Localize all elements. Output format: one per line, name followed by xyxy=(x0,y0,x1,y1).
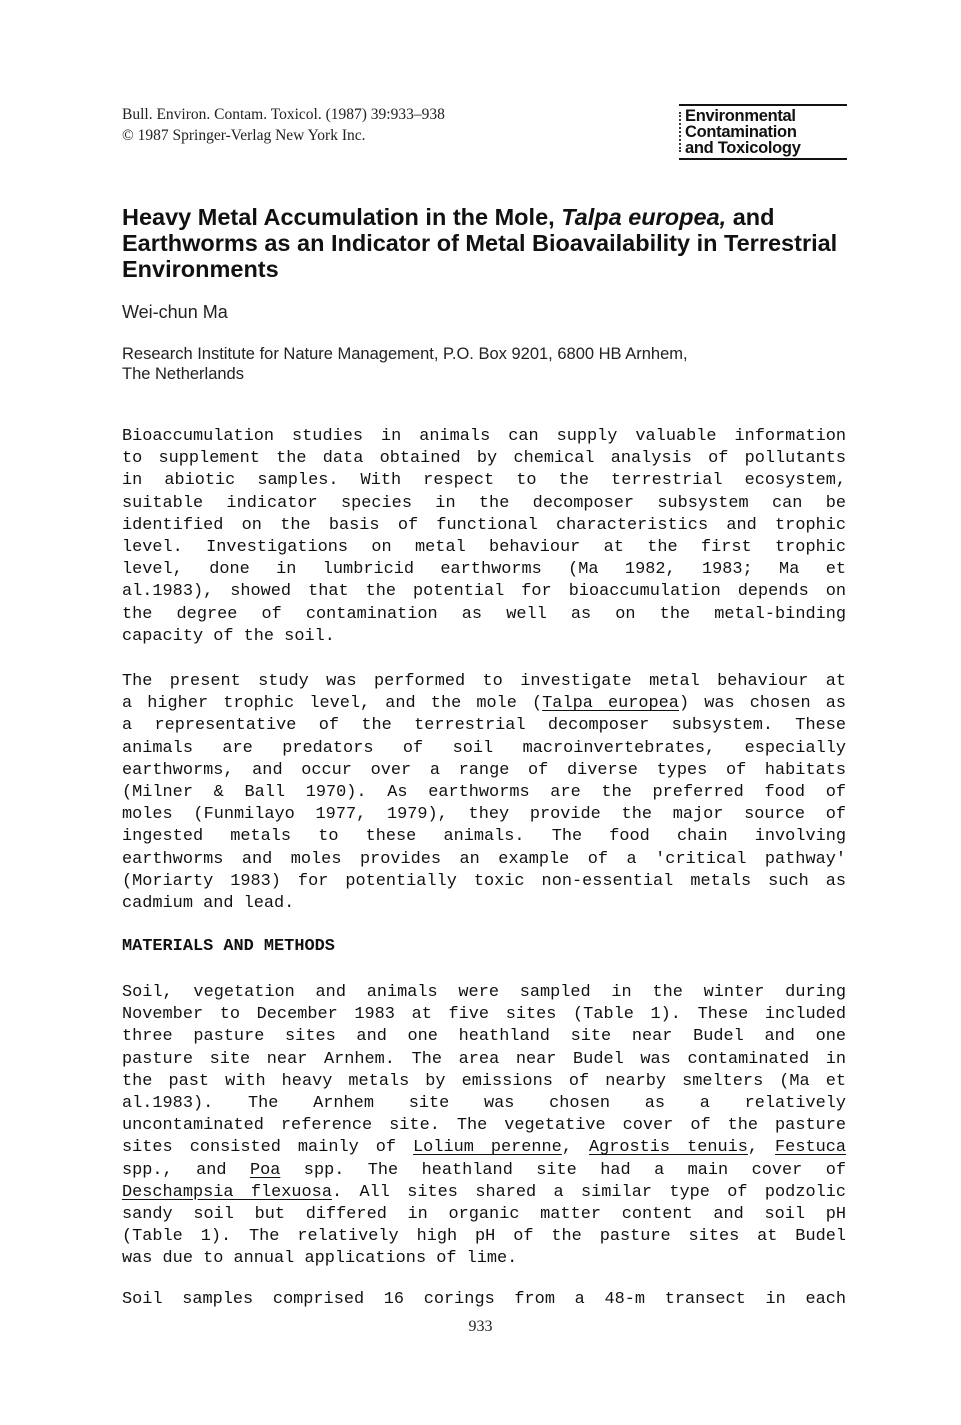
paragraph-line: three pasture sites and one heathland site near Budel and one xyxy=(122,1027,846,1047)
paragraph-line: the degree of contamination as well as on the metal-binding xyxy=(122,604,846,624)
species-name: Festuca xyxy=(775,1138,846,1158)
paragraph-line: al.1983). The Arnhem site was chosen as a relatively xyxy=(122,1093,846,1113)
paragraph-line: al.1983), showed that the potential for bioaccumulation depends on xyxy=(122,582,846,602)
author-affiliation xyxy=(122,344,842,384)
paragraph-introduction xyxy=(122,426,846,648)
paragraph-line: identified on the basis of functional characteristics and trophic xyxy=(122,515,846,535)
title-species: Talpa europea, xyxy=(561,204,727,230)
journal-logo xyxy=(679,104,847,160)
paragraph-soil-samples xyxy=(122,1289,846,1311)
citation-block xyxy=(122,104,445,146)
affiliation-line-1: Research Institute for Nature Management, P.O. Box 9201, 6800 HB Arnhem, xyxy=(122,345,688,363)
page-number: 933 xyxy=(468,1318,493,1335)
paragraph-line: a representative of the terrestrial decomposer subsystem. These xyxy=(122,716,846,736)
journal-logo-line-3: and Toxicology xyxy=(685,139,801,157)
paragraph-sampling xyxy=(122,982,846,1270)
paragraph-line: November to December 1983 at five sites (Table 1). These included xyxy=(122,1005,846,1025)
citation-line-2: © 1987 Springer-Verlag New York Inc. xyxy=(122,127,366,144)
paragraph-line: (Milner & Ball 1970). As earthworms are the preferred food of xyxy=(122,782,846,802)
journal-logo-side-bar xyxy=(679,112,683,152)
paragraph-line: pasture site near Arnhem. The area near Budel was contaminated in xyxy=(122,1049,846,1069)
species-name: Lolium perenne xyxy=(413,1138,562,1158)
title-part-1: Heavy Metal Accumulation in the Mole, xyxy=(122,204,562,230)
paragraph-line xyxy=(122,1182,846,1204)
paragraph-line xyxy=(122,1160,846,1182)
text-segment: . All sites shared a similar type of podzolic xyxy=(331,1182,846,1202)
paragraph-line: level, done in lumbricid earthworms (Ma 1982, 1983; Ma et xyxy=(122,560,846,580)
journal-logo-line-2: Contamination xyxy=(685,123,797,141)
text-segment: , xyxy=(747,1138,776,1158)
paragraph-line: in abiotic samples. With respect to the terrestrial ecosystem, xyxy=(122,471,846,491)
paragraph-line: was due to annual applications of lime. xyxy=(122,1249,518,1269)
paragraph-line: sandy soil but differed in organic matter content and soil pH xyxy=(122,1204,846,1224)
paragraph-line: to supplement the data obtained by chemical analysis of pollutants xyxy=(122,449,846,469)
paragraph-present-study xyxy=(122,671,846,915)
paragraph-line: Soil, vegetation and animals were sampled in the winter during xyxy=(122,983,846,1002)
paragraph-line: ingested metals to these animals. The food chain involving xyxy=(122,827,846,847)
paragraph-line: earthworms and moles provides an example of a 'critical pathway' xyxy=(122,849,846,869)
paragraph-line: cadmium and lead. xyxy=(122,893,295,913)
paragraph-line: animals are predators of soil macroinvertebrates, especially xyxy=(122,738,846,758)
paragraph-line: the past with heavy metals by emissions of nearby smelters (Ma et xyxy=(122,1071,846,1091)
text-segment: ) was chosen as xyxy=(678,694,846,714)
paragraph-line: capacity of the soil. xyxy=(122,626,335,646)
text-segment: sites consisted mainly of xyxy=(122,1138,414,1158)
paragraph-line: The present study was performed to investigate metal behaviour at xyxy=(122,672,846,691)
paragraph-line: (Table 1). The relatively high pH of the pasture sites at Budel xyxy=(122,1227,846,1247)
species-name: Poa xyxy=(249,1160,281,1180)
text-segment: a higher trophic level, and the mole ( xyxy=(122,694,543,714)
citation-line-1: Bull. Environ. Contam. Toxicol. (1987) 39:933–938 xyxy=(122,106,445,123)
text-segment: spp. The heathland site had a main cover of xyxy=(280,1160,846,1180)
paragraph-line: level. Investigations on metal behaviour at the first trophic xyxy=(122,537,846,557)
affiliation-line-2: The Netherlands xyxy=(122,365,244,383)
paragraph-line: moles (Funmilayo 1977, 1979), they provide the major source of xyxy=(122,805,846,825)
paragraph-line: (Moriarty 1983) for potentially toxic non-essential metals such as xyxy=(122,871,846,891)
species-name: Agrostis tenuis xyxy=(588,1138,748,1158)
paragraph-line: Soil samples comprised 16 corings from a 48-m transect in each xyxy=(122,1290,846,1309)
species-name: Deschampsia flexuosa xyxy=(122,1182,332,1202)
author-name: Wei-chun Ma xyxy=(122,302,228,322)
text-segment: , xyxy=(561,1138,589,1158)
title-part-2: and Earthworms as an Indicator of Metal Bioavailability in Terrestrial Environments xyxy=(122,204,838,282)
journal-logo-line-1: Environmental xyxy=(685,107,796,125)
article-title xyxy=(122,204,842,282)
section-heading: MATERIALS AND METHODS xyxy=(122,937,335,956)
text-segment: spp., and xyxy=(122,1160,250,1180)
species-name: Talpa europea xyxy=(542,694,679,714)
paragraph-line: uncontaminated reference site. The vegetative cover of the pasture xyxy=(122,1116,846,1136)
paragraph-line xyxy=(122,1137,846,1159)
paragraph-line: Bioaccumulation studies in animals can supply valuable information xyxy=(122,427,846,446)
paragraph-line xyxy=(122,693,846,715)
paragraph-line: suitable indicator species in the decomposer subsystem can be xyxy=(122,493,846,513)
paragraph-line: earthworms, and occur over a range of diverse types of habitats xyxy=(122,760,846,780)
